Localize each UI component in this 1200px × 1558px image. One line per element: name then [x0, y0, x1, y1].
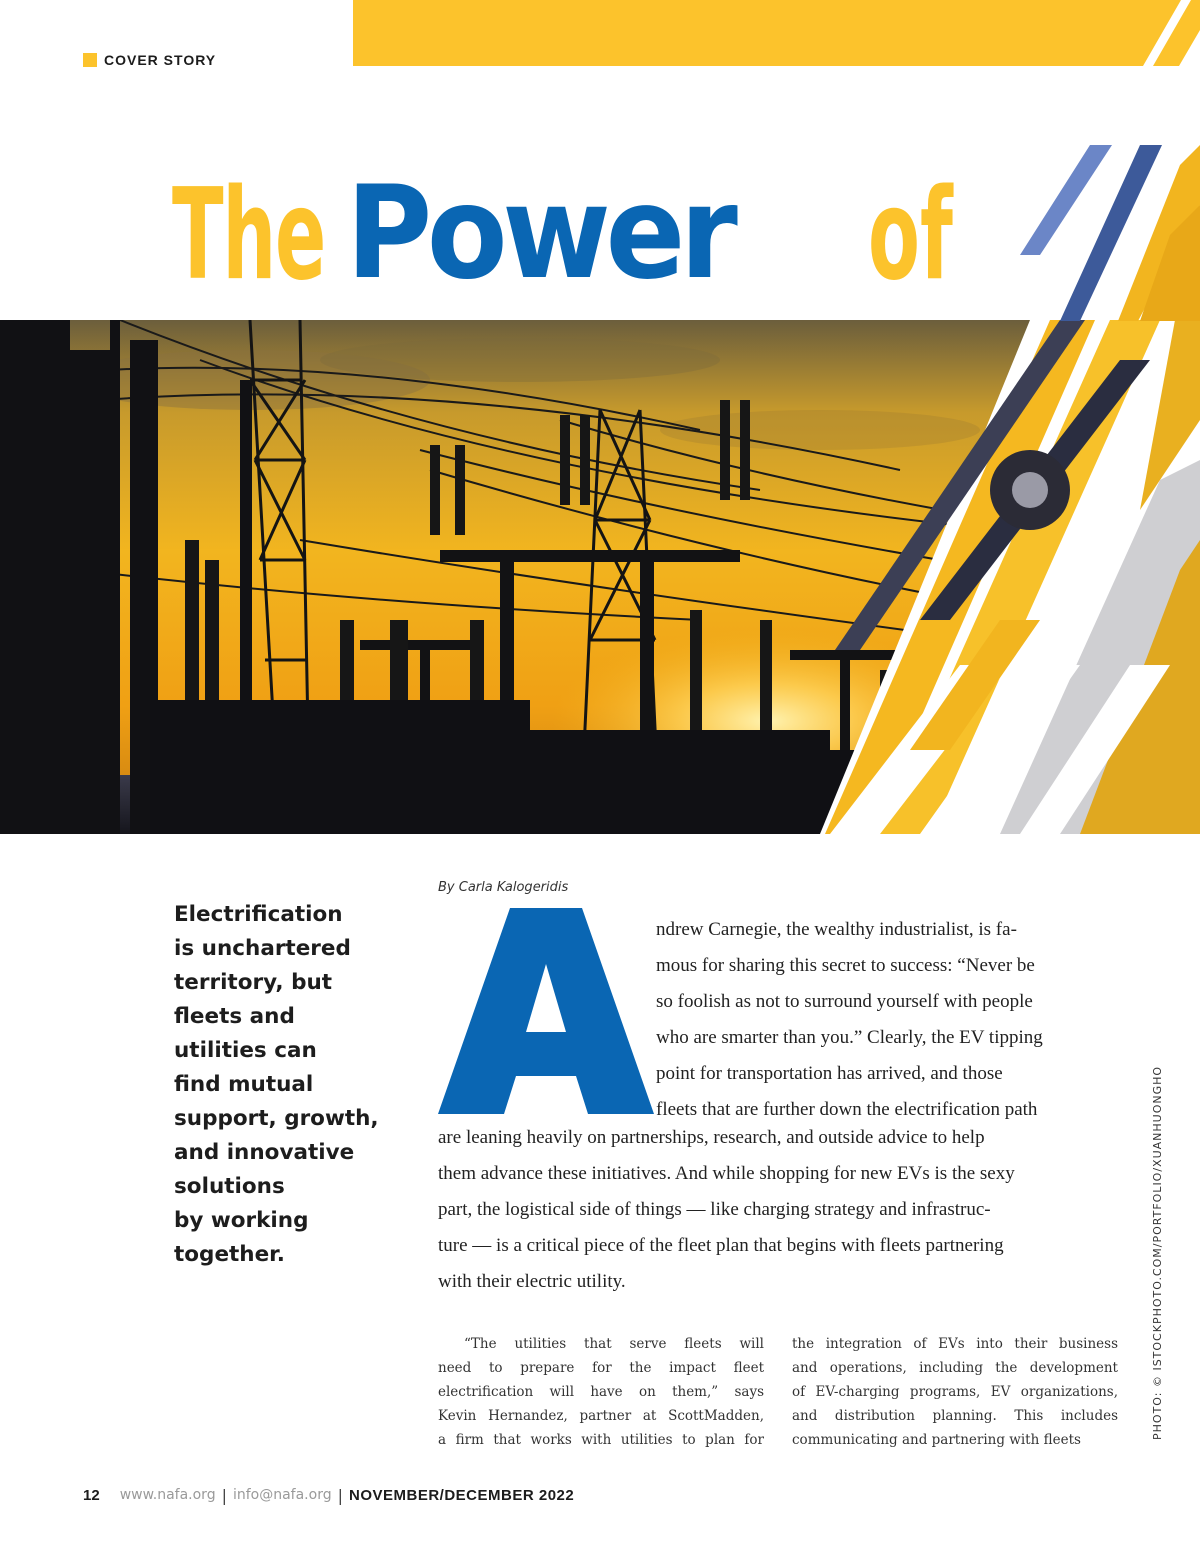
lead-line: part, the logistical side of things — like charging strategy and infrastruc- — [438, 1199, 991, 1220]
body-column-2 — [792, 1332, 1118, 1452]
issue-date: NOVEMBER/DECEMBER 2022 — [349, 1486, 575, 1504]
body-line: electrification will have on them,” says — [438, 1384, 764, 1400]
section-tag — [83, 50, 216, 70]
pull-quote-line: and innovative — [174, 1140, 355, 1165]
pull-quote-line: by working — [174, 1208, 309, 1233]
pull-quote-line: utilities can — [174, 1038, 317, 1063]
lead-line: ndrew Carnegie, the wealthy industrialist, is fa- — [656, 919, 1017, 940]
body-line: Kevin Hernandez, partner at ScottMadden, — [438, 1408, 764, 1424]
body-line: and distribution planning. This includes — [792, 1408, 1118, 1424]
headline-word-the: The — [172, 161, 326, 308]
lead-line: are leaning heavily on partnerships, research, and outside advice to help — [438, 1127, 985, 1148]
top-accent-bar — [353, 0, 1200, 66]
pull-quote-line: support, growth, — [174, 1106, 379, 1131]
body-line: and operations, including the development — [792, 1360, 1118, 1376]
website-link[interactable]: www.nafa.org — [119, 1487, 216, 1503]
lead-line: fleets that are further down the electrification path — [656, 1099, 1038, 1120]
lead-line: point for transportation has arrived, and those — [656, 1063, 1003, 1084]
lead-line: them advance these initiatives. And while shopping for new EVs is the sexy — [438, 1163, 1015, 1184]
section-square-icon — [83, 53, 97, 67]
body-line: communicating and partnering with fleets — [792, 1432, 1081, 1448]
pull-quote-line: fleets and — [174, 1004, 295, 1029]
headline-slash-graphic — [1020, 145, 1200, 321]
headline-word-of: of — [868, 161, 953, 308]
body-line: the integration of EVs into their business — [792, 1336, 1118, 1352]
lead-line: so foolish as not to surround yourself with people — [656, 991, 1033, 1012]
pull-quote-line: solutions — [174, 1174, 285, 1199]
lead-line: mous for sharing this secret to success: “Never be — [656, 955, 1035, 976]
body-line: a firm that works with utilities to plan for — [438, 1432, 764, 1448]
pull-quote-line: Electrification — [174, 902, 343, 927]
page-number: 12 — [83, 1486, 100, 1504]
body-line: “The utilities that serve fleets will — [464, 1336, 764, 1352]
page-footer — [83, 1483, 574, 1507]
lead-paragraph-rest — [438, 1120, 1118, 1300]
lead-paragraph-first — [656, 912, 1118, 1128]
lead-line: who are smarter than you.” Clearly, the EV tipping — [656, 1027, 1043, 1048]
photo-credit: PHOTO: © ISTOCKPHOTO.COM/PORTFOLIO/XUANHUONGHO — [1151, 1065, 1164, 1440]
lead-line: with their electric utility. — [438, 1271, 626, 1292]
hero-image — [0, 320, 1200, 834]
headline-word-power: Power — [346, 159, 733, 308]
pull-quote-line: together. — [174, 1242, 285, 1267]
lead-line: ture — is a critical piece of the fleet plan that begins with fleets partnering — [438, 1235, 1004, 1256]
pull-quote-line: is unchartered — [174, 936, 351, 961]
section-label: COVER STORY — [104, 52, 217, 68]
body-column-1 — [438, 1332, 764, 1452]
footer-separator: | — [337, 1485, 343, 1505]
pull-quote — [174, 898, 389, 1272]
body-line: need to prepare for the impact fleet — [438, 1360, 764, 1376]
footer-separator: | — [221, 1485, 227, 1505]
pull-quote-line: territory, but — [174, 970, 333, 995]
byline: By Carla Kalogeridis — [438, 880, 569, 895]
pull-quote-line: find mutual — [174, 1072, 314, 1097]
body-line: of EV-charging programs, EV organizations, — [792, 1384, 1118, 1400]
drop-cap — [438, 908, 654, 1114]
email-link[interactable]: info@nafa.org — [232, 1487, 332, 1503]
headline — [172, 148, 963, 308]
